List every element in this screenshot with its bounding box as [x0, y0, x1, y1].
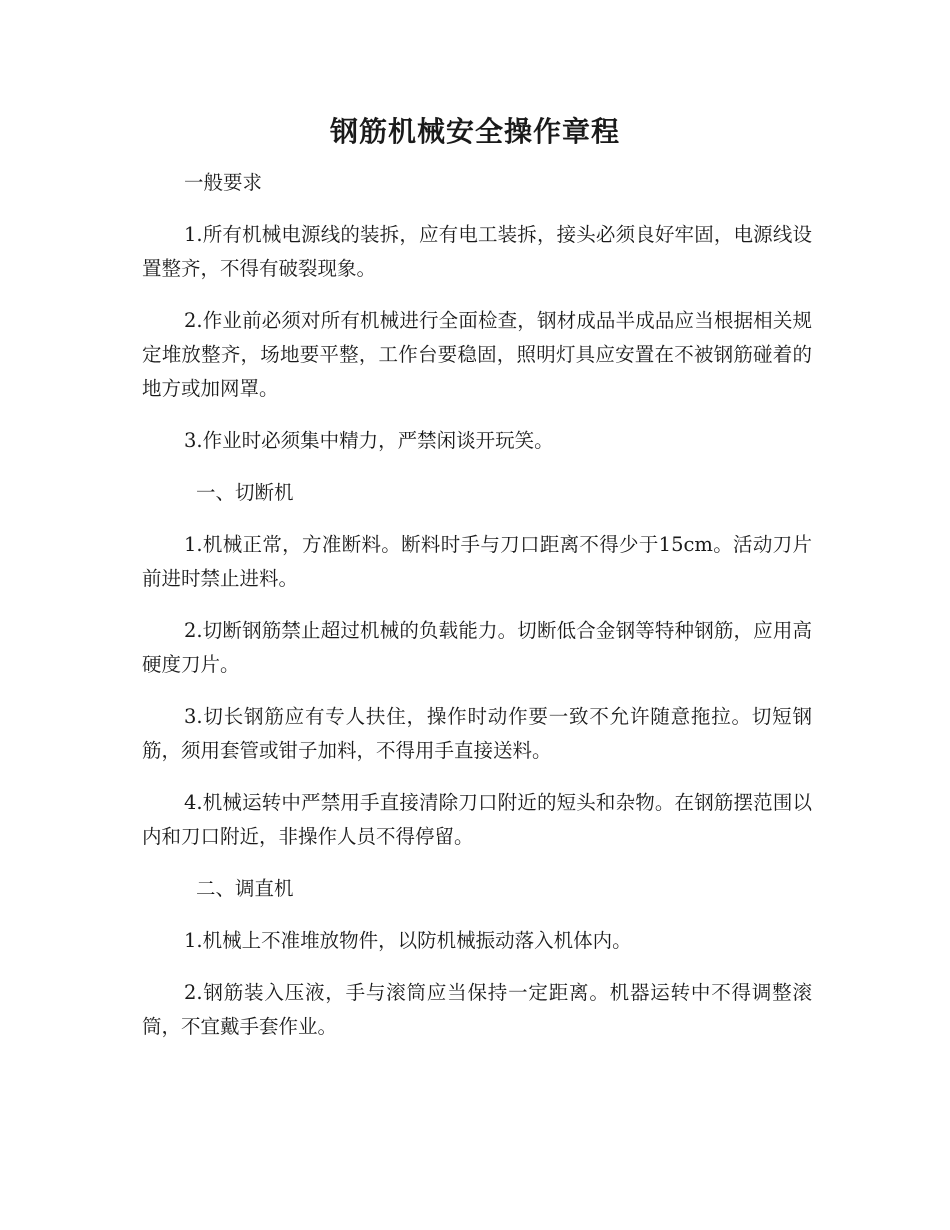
section-heading-cutter: 一、切断机 — [196, 481, 294, 504]
paragraph: 2.钢筋装入压液，手与滚筒应当保持一定距离。机器运转中不得调整滚筒，不宜戴手套作业。 — [142, 981, 812, 1038]
document-title: 钢筋机械安全操作章程 — [329, 115, 620, 148]
paragraph: 1.机械正常，方准断料。断料时手与刀口距离不得少于15cm。活动刀片前进时禁止进料。 — [142, 533, 812, 590]
paragraph: 2.切断钢筋禁止超过机械的负载能力。切断低合金钢等特种钢筋，应用高硬度刀片。 — [142, 619, 812, 676]
document-body — [142, 166, 812, 1062]
paragraph: 3.切长钢筋应有专人扶住，操作时动作要一致不允许随意拖拉。切短钢筋，须用套管或钳子加料，不得用手直接送料。 — [142, 705, 812, 762]
paragraph: 3.作业时必须集中精力，严禁闲谈开玩笑。 — [184, 429, 554, 452]
paragraph: 4.机械运转中严禁用手直接清除刀口附近的短头和杂物。在钢筋摆范围以内和刀口附近，非操作人员不得停留。 — [142, 791, 812, 848]
paragraph: 2.作业前必须对所有机械进行全面检查，钢材成品半成品应当根据相关规定堆放整齐，场地要平整，工作台要稳固，照明灯具应安置在不被钢筋碰着的地方或加网罩。 — [142, 309, 812, 400]
paragraph: 1.机械上不准堆放物件，以防机械振动落入机体内。 — [184, 929, 632, 952]
section-heading-straightener: 二、调直机 — [196, 877, 294, 900]
section-heading-general: 一般要求 — [184, 171, 263, 194]
paragraph: 1.所有机械电源线的装拆，应有电工装拆，接头必须良好牢固，电源线设置整齐，不得有破裂现象。 — [142, 223, 812, 280]
